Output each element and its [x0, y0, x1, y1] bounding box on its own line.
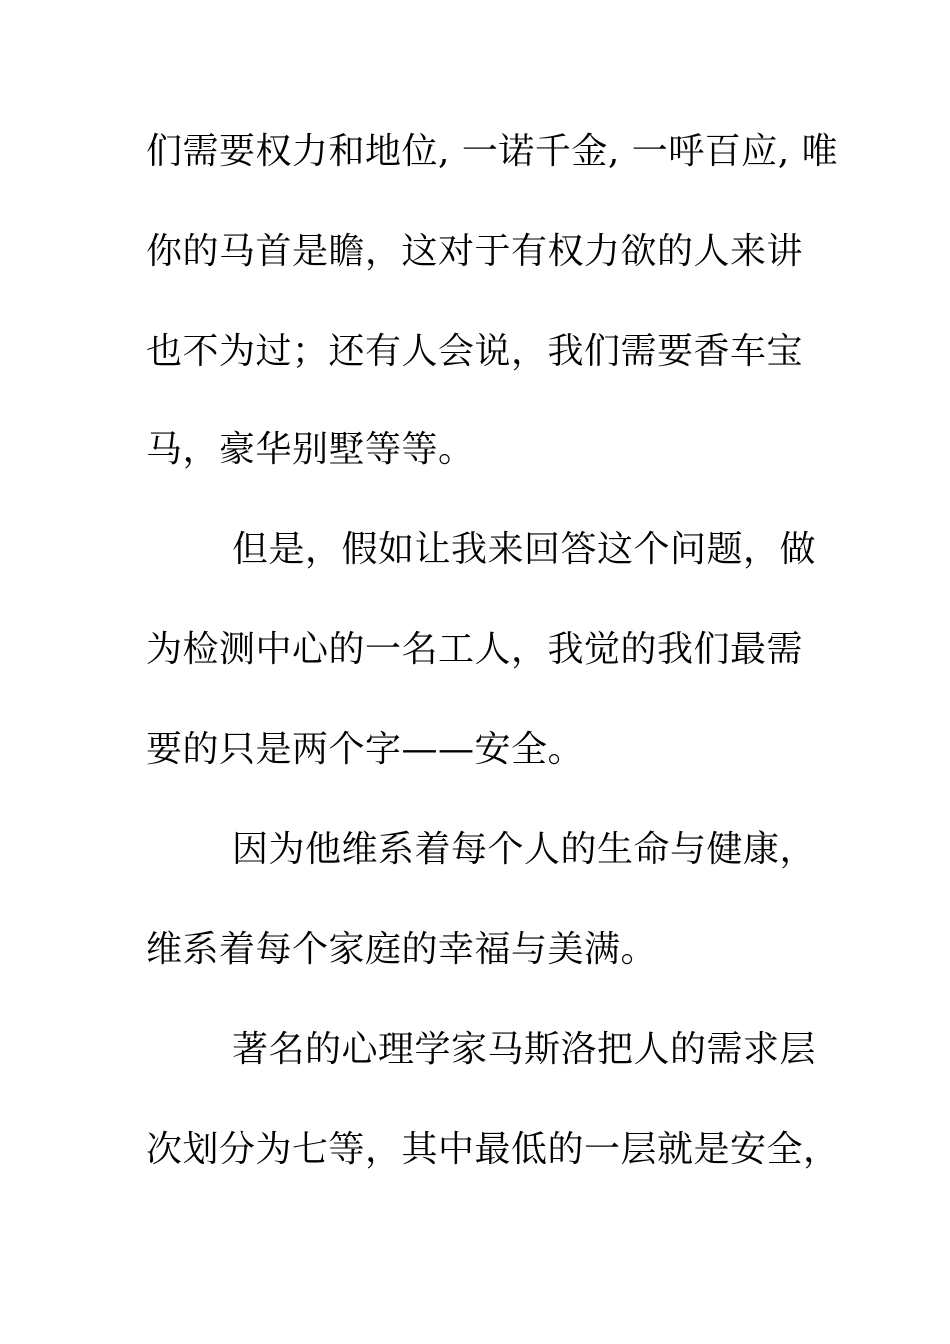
text-line-9: 维系着每个家庭的幸福与美满。 — [146, 929, 658, 970]
paragraph-start-2: 因为他维系着每个人的生命与健康， — [232, 829, 817, 870]
paragraph-start-1: 但是，假如让我来回答这个问题，做 — [232, 529, 817, 570]
text-line-11: 次划分为七等，其中最低的一层就是安全， — [146, 1129, 840, 1170]
text-line-2: 你的马首是瞻，这对于有权力欲的人来讲 — [146, 231, 804, 272]
text-line-7: 要的只是两个字——安全。 — [146, 729, 585, 770]
text-line-1: 们需要权力和地位, 一诺千金, 一呼百应, 唯 — [146, 131, 839, 172]
text-line-6: 为检测中心的一名工人，我觉的我们最需 — [146, 629, 804, 670]
text-line-4: 马，豪华别墅等等。 — [146, 429, 475, 470]
text-line-3: 也不为过；还有人会说，我们需要香车宝 — [146, 331, 804, 372]
paragraph-start-3: 著名的心理学家马斯洛把人的需求层 — [232, 1029, 817, 1070]
